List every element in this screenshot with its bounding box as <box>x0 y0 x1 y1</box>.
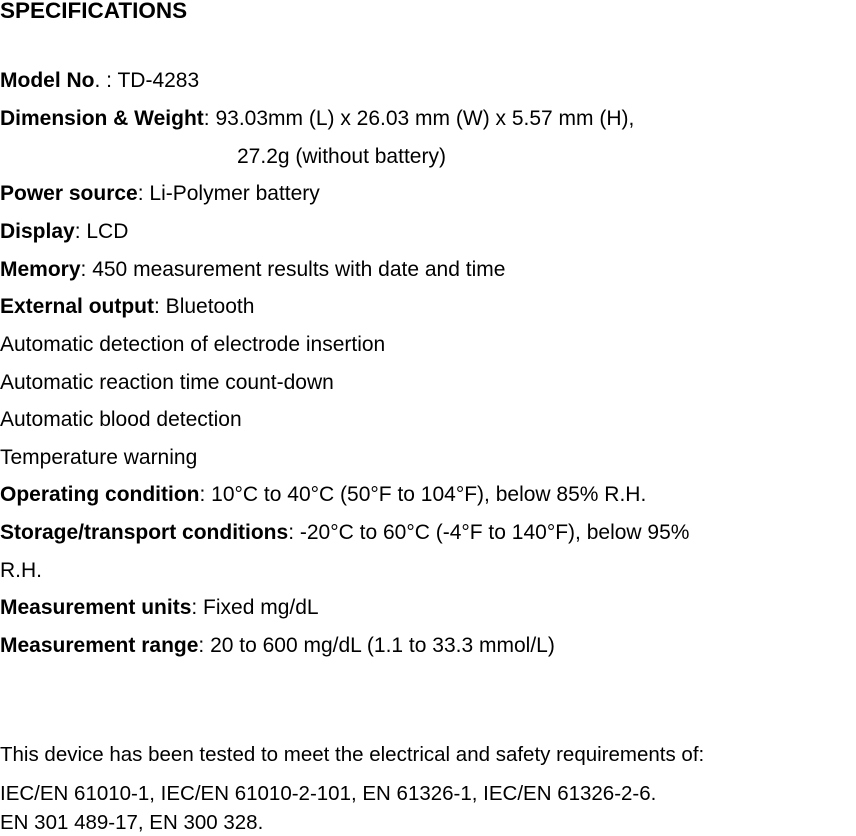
spec-measurement-range <box>0 633 555 659</box>
spec-value: : Li-Polymer battery <box>137 182 320 205</box>
spec-value: : 93.03mm (L) x 26.03 mm (W) x 5.57 mm (H), <box>203 107 635 130</box>
spec-label: Dimension & Weight <box>0 107 204 130</box>
spec-value: : -20°C to 60°C (-4°F to 140°F), below 95% <box>288 521 690 544</box>
spec-operating-condition <box>0 482 646 508</box>
spec-auto-countdown: Automatic reaction time count-down <box>0 371 334 394</box>
compliance-standards-line-2: EN 301 489-17, EN 300 328. <box>0 811 264 834</box>
spec-auto-electrode: Automatic detection of electrode insertion <box>0 333 386 356</box>
spec-dimension-weight <box>0 106 634 132</box>
spec-label: Measurement range <box>0 634 199 657</box>
spec-measurement-units <box>0 595 319 621</box>
spec-value: : Fixed mg/dL <box>191 596 319 619</box>
spec-label: Power source <box>0 182 138 205</box>
spec-weight-continuation: 27.2g (without battery) <box>237 145 446 168</box>
spec-label: Storage/transport conditions <box>0 521 289 544</box>
spec-value: : 450 measurement results with date and time <box>80 258 506 281</box>
spec-temperature-warning: Temperature warning <box>0 446 198 469</box>
page-title: SPECIFICATIONS <box>0 0 188 23</box>
spec-model-number <box>0 68 199 94</box>
compliance-intro: This device has been tested to meet the electrical and safety requirements of: <box>0 743 705 766</box>
spec-label: Measurement units <box>0 596 192 619</box>
spec-value: : 10°C to 40°C (50°F to 104°F), below 85% R.H. <box>199 483 647 506</box>
spec-label: External output <box>0 295 155 318</box>
spec-value: . : TD-4283 <box>94 69 200 92</box>
spec-label: Operating condition <box>0 483 200 506</box>
spec-storage-conditions <box>0 520 689 546</box>
spec-power-source <box>0 181 320 207</box>
spec-label: Display <box>0 220 75 243</box>
spec-external-output <box>0 294 254 320</box>
spec-storage-continuation: R.H. <box>0 559 42 582</box>
spec-auto-blood: Automatic blood detection <box>0 408 242 431</box>
spec-value: : LCD <box>74 220 129 243</box>
spec-value: : 20 to 600 mg/dL (1.1 to 33.3 mmol/L) <box>198 634 555 657</box>
compliance-standards-line-1: IEC/EN 61010-1, IEC/EN 61010-2-101, EN 61326-1, IEC/EN 61326-2-6. <box>0 782 657 805</box>
spec-label: Model No <box>0 69 95 92</box>
spec-display <box>0 219 128 245</box>
spec-label: Memory <box>0 258 81 281</box>
spec-memory <box>0 257 505 283</box>
spec-value: : Bluetooth <box>154 295 255 318</box>
